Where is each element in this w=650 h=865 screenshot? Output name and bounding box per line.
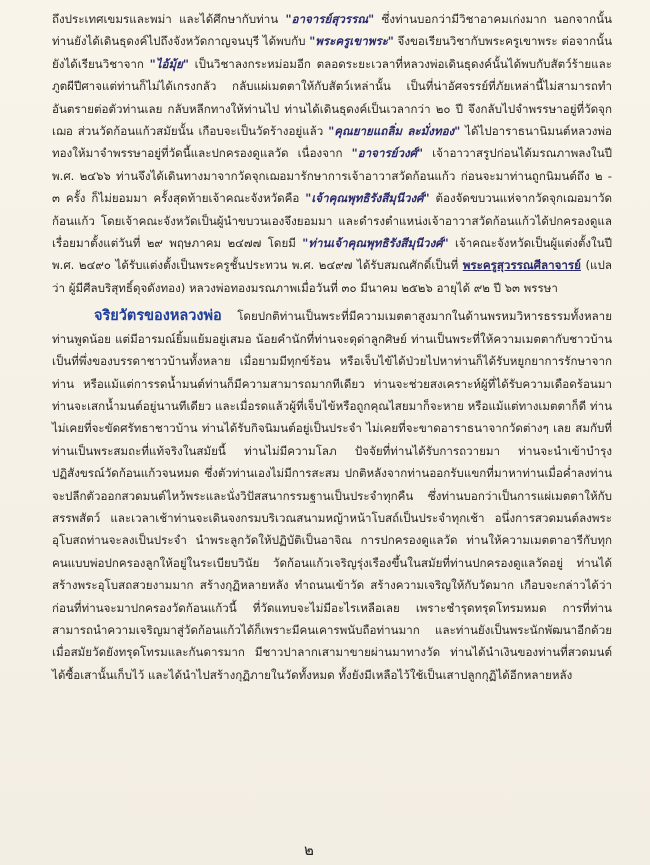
name-khun-yai: "คุณยายแถลิ่ม ละมั่งทอง" (328, 124, 461, 139)
text-run: เจ้าอาวาสรูปก่อนได้มรณภาพลงในปี พ.ศ. ๒๔๖๖ ท่านจึงได้เดินทางมาจากวัดจุกเฌอมารักษาการเจ้าอาวาสวัดก้อนแก้ว ก่อนจะมาท่านถูกนิมนต์ถึง ๒ - ๓ ครั้ง ก็ไม่ยอมมา ครั้งสุดท้ายเจ้าคณะจังหวัดคือ (52, 146, 612, 206)
body-text (52, 8, 612, 686)
text-run: (แปลว่า ผู้มีศีลบริสุทธิ์ดุจดังทอง) หลวงพ่อทองมรณภาพเมื่อวันที่ ๓๐ มีนาคม ๒๕๒๖ อายุได้ ๙๒ ปี ๖๓ พรรษา (52, 258, 612, 295)
name-ajarn-suwan: "อาจารย์สุวรรณ" (285, 12, 375, 26)
text-run: ต้องจัดขบวนแห่จากวัดจุกเฌอมาวัดก้อนแก้ว โดยเจ้าคณะจังหวัดเป็นผู้นำขบวนเองจึงยอมมา และดำรงตำแหน่งเจ้าอาวาสวัดก้อนแก้วได้ปกครองดูแลเรื่อยมาตั้งแต่วันที่ ๒๙ พฤษภาคม ๒๔๗๗ โดยมี (52, 191, 612, 251)
page-number: ๒ (304, 841, 314, 859)
text-run: ได้ไปอาราธนานิมนต์หลวงพ่อทองให้มาจำพรรษาอยู่ที่วัดนี้และปกครองดูแลวัด เนื่องจาก (52, 124, 612, 161)
text-run: เจ้าคณะจังหวัดเป็นผู้แต่งตั้งในปี พ.ศ. ๒๔๙๐ ได้รับแต่งตั้งเป็นพระครูชั้นประทวน พ.ศ. ๒๔๙๗ ได้รับสมณศักดิ์เป็นที่ (52, 236, 612, 273)
paragraph-conduct (52, 305, 612, 686)
text-run: จึงขอเรียนวิชากับพระครูเขาพระ ต่อจากนั้นยังได้เรียนวิชาจาก (52, 34, 612, 71)
name-ai-mui: "ไอ้มุ้ย" (149, 56, 189, 71)
title-phrakhru-suwan: พระครูสุวรรณศีลาจารย์ (462, 258, 581, 273)
text-run: เป็นวิชาลงกระหม่อมอีก ตลอดระยะเวลาที่หลวงพ่อเดินธุดงค์นั้นได้พบกับสัตว์ร้ายและภูตผีปีศาจแต่ท่านก็ไม่ได้เกรงกลัว กลับแผ่เมตตาให้กับสัตว์เหล่านั้น เป็นที่น่าอัศจรรย์ที่ภัยเหล่านี้ไม่สามารถทำอันตรายต่อตัวท่านเลย กลับหลีกทางให้ท่านไป ท่านได้เดินธุดงค์เป็นเวลากว่า ๒๐ ปี จึงกลับไปจำพรรษาอยู่ที่วัดจุกเฌอ ส่วนวัดก้อนแก้วสมัยนั้น เกือบจะเป็นวัดร้างอยู่แล้ว (52, 56, 612, 139)
section-heading: จริยวัตรของหลวงพ่อ (94, 308, 222, 325)
text-run: ถึงประเทศเขมรและพม่า และได้ศึกษากับท่าน (52, 12, 286, 26)
name-ajarn-wong: "อาจารย์วงศ์" (351, 146, 424, 161)
name-chao-khun-1: "เจ้าคุณพุทธิรังสีมุนีวงศ์" (305, 191, 430, 206)
name-phrakhru-khao-phra: "พระครูเขาพระ" (309, 34, 394, 49)
text-run: โดยปกติท่านเป็นพระที่มีความเมตตาสูงมากในด้านพรหมวิหารธรรมทั้งหลาย ท่านพูดน้อย แต่มีอารมณ์ยิ้มแย้มอยู่เสมอ น้อยคำนักที่ท่านจะดุด่าลูกศิษย์ ท่านเป็นพระที่ให้ความเมตตากับชาวบ้าน เป็นที่พึ่งของบรรดาชาวบ้านทั้งหลาย เมื่อยามมีทุกข์ร้อน หรือเจ็บไข้ได้ป่วยไปหาท่านก็ได้รับหยูกยาการรักษาจากท่าน หรือแม้แต่การรดน้ำมนต์ท่านก็มีความสามารถมากทีเดียว ท่านจะช่วยสงเคราะห์ผู้ที่ได้รับความเดือดร้อนมา ท่านจะเสกน้ำมนต์อยู่นานทีเดียว และเมื่อรดแล้วผู้ที่เจ็บไข้หรือถูกคุณไสยมาก็จะหาย หรือแม้แต่ทางเมตตาก็ดี ท่านไม่เคยที่จะขัดศรัทธาชาวบ้าน ท่านได้รับกิจนิมนต์อยู่เป็นประจำ ไม่เคยที่จะขาดอาราธนาจากวัดต่างๆ เลย สมกับที่ท่านเป็นพระสมถะที่แท้จริงในสมัยนี้ ท่านไม่มีความโลภ ปัจจัยที่ท่านได้รับการถวายมา ท่านจะนำเข้าบำรุงปฏิสังขรณ์วัดก้อนแก้วจนหมด ซึ่งตัวท่านเองไม่มีการสะสม ปกติหลังจากท่านออกรับแขกที่มาหาท่านเมื่อค่ำลงท่านจะปลีกตัวออกสวดมนต์ไหว้พระและนั่งวิปัสสนากรรมฐานเป็นประจำทุกคืน ซึ่งท่านบอกว่าเป็นการแผ่เมตตาให้กับสรรพสัตว์ และเวลาเช้าท่านจะเดินจงกรมบริเวณสนามหญ้าหน้าโบสถ์เป็นประจำทุกเช้า อนึ่งการสวดมนต์ลงพระอุโบสถท่านจะลงเป็นประจำ นำพระลูกวัดให้ปฏิบัติเป็นอาจิณ การปกครองดูแลวัด ท่านให้ความเมตตาอารีกับทุกคนแบบพ่อปกครองลูกให้อยู่ในระเบียบวินัย วัดก้อนแก้วเจริญรุ่งเรืองขึ้นในสมัยที่ท่านปกครองดูแลวัดอยู่ ท่านได้สร้างพระอุโบสถสวยงามมาก สร้างกุฏิหลายหลัง ทำถนนเข้าวัด สร้างความเจริญให้กับวัดมาก เกือบจะกล่าวได้ว่าก่อนที่ท่านจะมาปกครองวัดก้อนแก้วนี้ ที่วัดแทบจะไม่มีอะไรเหลือเลย เพราะชำรุดทรุดโทรมหมด การที่ท่านสามารถนำความเจริญมาสู่วัดก้อนแก้วได้ก็เพราะมีคนเคารพนับถือท่านมาก และท่านยังเป็นพระนักพัฒนาอีกด้วย เมื่อสมัยวัดยังทรุดโทรมและกันดารมาก มีชาวปาลากเสามาขายผ่านมาทางวัด ท่านได้นำเงินของท่านที่สวดมนต์ได้ซื้อเสานั้นเก็บไว้ และได้นำไปสร้างกุฏิภายในวัดทั้งหมด ทั้งยังมีเหลือไว้ใช้เป็นเสาปลูกกุฏิได้อีกหลายหลัง (52, 309, 612, 682)
paragraph-biography (52, 8, 612, 299)
text-run: ซึ่งท่านบอกว่ามีวิชาอาคมเก่งมาก นอกจากนั้น ท่านยังได้เดินธุดงค์ไปถึงจังหวัดกาญจนบุรี ได้พบกับ (52, 12, 612, 49)
name-chao-khun-2: "ท่านเจ้าคุณพุทธิรังสีมุนีวงศ์" (302, 236, 449, 251)
